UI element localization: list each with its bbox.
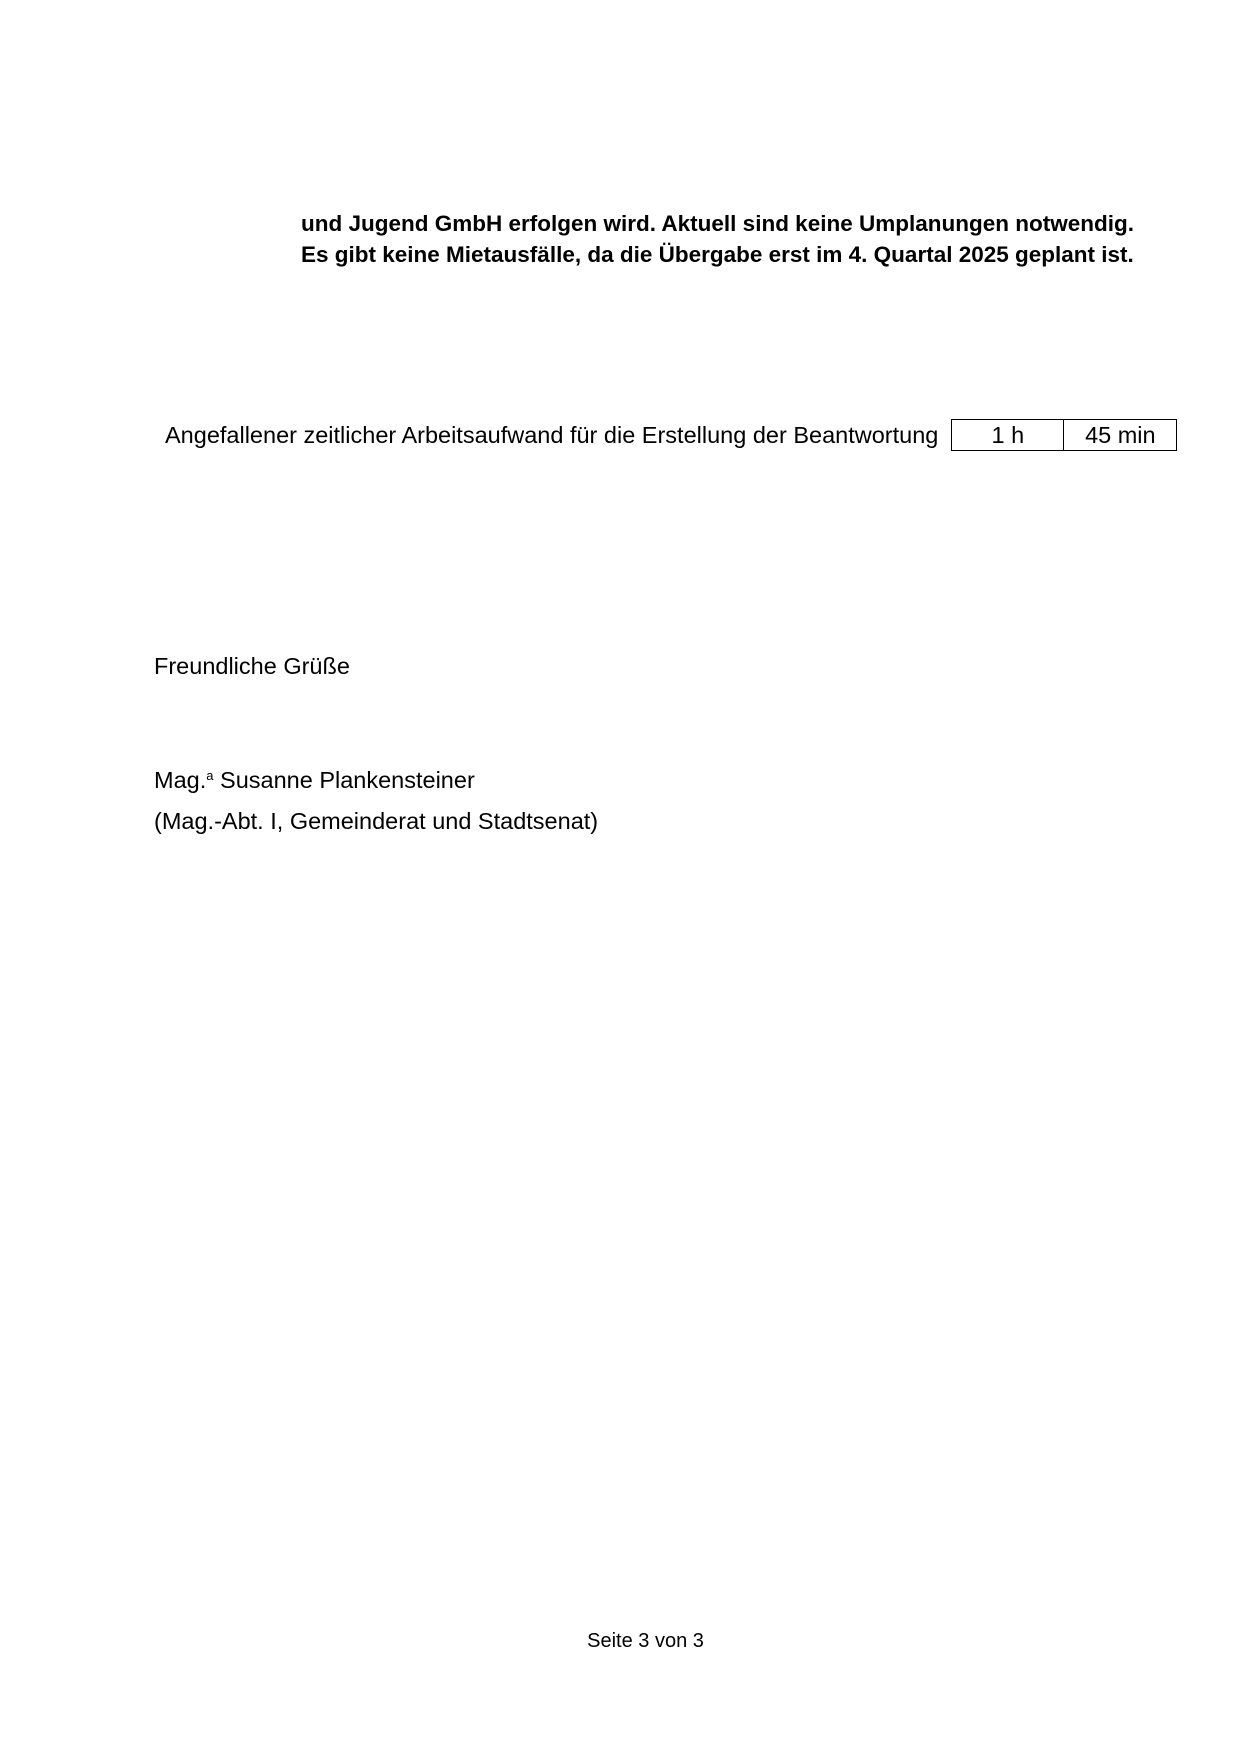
signatory-fullname: Susanne Plankensteiner (213, 767, 475, 793)
effort-label: Angefallener zeitlicher Arbeitsaufwand für die Erstellung der Beantwortung (165, 421, 939, 448)
signatory-title-superscript: a (206, 768, 214, 783)
effort-row (165, 419, 1177, 451)
closing-greeting: Freundliche Grüße (154, 653, 350, 679)
signatory-title: Mag. (154, 767, 207, 793)
page-number: Seite 3 von 3 (587, 1630, 704, 1652)
signatory-department: (Mag.-Abt. I, Gemeinderat und Stadtsenat) (154, 808, 599, 834)
effort-minutes-box: 45 min (1064, 419, 1177, 451)
body-paragraph (301, 208, 1181, 270)
effort-hours-box: 1 h (951, 419, 1064, 451)
body-line-2: Es gibt keine Mietausfälle, da die Übergabe erst im 4. Quartal 2025 geplant ist. (301, 242, 1134, 267)
body-line-1: und Jugend GmbH erfolgen wird. Aktuell sind keine Umplanungen notwendig. (301, 211, 1134, 236)
signatory-name (154, 767, 475, 794)
